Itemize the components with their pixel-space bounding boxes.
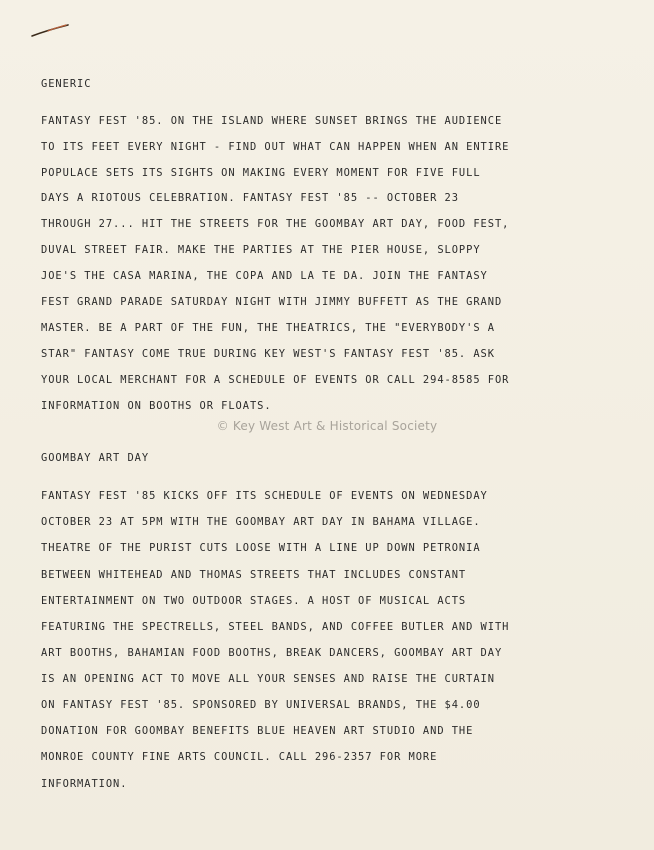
section1-line-4: DAYS A RIOTOUS CELEBRATION. FANTASY FEST '85 -- OCTOBER 23	[41, 192, 459, 204]
section2-line-10: DONATION FOR GOOMBAY BENEFITS BLUE HEAVEN ART STUDIO AND THE	[41, 725, 474, 737]
section2-line-7: ART BOOTHS, BAHAMIAN FOOD BOOTHS, BREAK DANCERS, GOOMBAY ART DAY	[41, 647, 503, 659]
section1-line-10: STAR" FANTASY COME TRUE DURING KEY WEST'S FANTASY FEST '85. ASK	[41, 348, 495, 360]
section1-line-11: YOUR LOCAL MERCHANT FOR A SCHEDULE OF EVENTS OR CALL 294-8585 FOR	[41, 374, 510, 386]
section2-line-12: INFORMATION.	[41, 778, 128, 790]
section1-line-9: MASTER. BE A PART OF THE FUN, THE THEATRICS, THE "EVERYBODY'S A	[41, 322, 495, 334]
copyright-watermark: © Key West Art & Historical Society	[216, 419, 438, 433]
section2-line-4: BETWEEN WHITEHEAD AND THOMAS STREETS THAT INCLUDES CONSTANT	[41, 569, 467, 581]
section2-line-8: IS AN OPENING ACT TO MOVE ALL YOUR SENSES AND RAISE THE CURTAIN	[41, 673, 495, 685]
section2-line-9: ON FANTASY FEST '85. SPONSORED BY UNIVERSAL BRANDS, THE $4.00	[41, 699, 481, 711]
section1-line-6: DUVAL STREET FAIR. MAKE THE PARTIES AT THE PIER HOUSE, SLOPPY	[41, 244, 481, 256]
section1-line-1: FANTASY FEST '85. ON THE ISLAND WHERE SUNSET BRINGS THE AUDIENCE	[41, 115, 503, 127]
heading-goombay-art-day: GOOMBAY ART DAY	[41, 452, 150, 464]
section2-line-1: FANTASY FEST '85 KICKS OFF ITS SCHEDULE OF EVENTS ON WEDNESDAY	[41, 490, 488, 502]
section1-line-3: POPULACE SETS ITS SIGHTS ON MAKING EVERY MOMENT FOR FIVE FULL	[41, 167, 481, 179]
section1-line-7: JOE'S THE CASA MARINA, THE COPA AND LA TE DA. JOIN THE FANTASY	[41, 270, 488, 282]
heading-generic: GENERIC	[41, 78, 92, 90]
section1-line-12: INFORMATION ON BOOTHS OR FLOATS.	[41, 400, 272, 412]
section2-line-3: THEATRE OF THE PURIST CUTS LOOSE WITH A LINE UP DOWN PETRONIA	[41, 542, 481, 554]
section2-line-11: MONROE COUNTY FINE ARTS COUNCIL. CALL 296-2357 FOR MORE	[41, 751, 438, 763]
section2-line-6: FEATURING THE SPECTRELLS, STEEL BANDS, AND COFFEE BUTLER AND WITH	[41, 621, 510, 633]
section1-line-2: TO ITS FEET EVERY NIGHT - FIND OUT WHAT CAN HAPPEN WHEN AN ENTIRE	[41, 141, 510, 153]
section1-line-5: THROUGH 27... HIT THE STREETS FOR THE GOOMBAY ART DAY, FOOD FEST,	[41, 218, 510, 230]
section2-line-5: ENTERTAINMENT ON TWO OUTDOOR STAGES. A HOST OF MUSICAL ACTS	[41, 595, 467, 607]
section1-line-8: FEST GRAND PARADE SATURDAY NIGHT WITH JIMMY BUFFETT AS THE GRAND	[41, 296, 503, 308]
pen-mark-icon	[30, 22, 70, 38]
section2-line-2: OCTOBER 23 AT 5PM WITH THE GOOMBAY ART DAY IN BAHAMA VILLAGE.	[41, 516, 481, 528]
